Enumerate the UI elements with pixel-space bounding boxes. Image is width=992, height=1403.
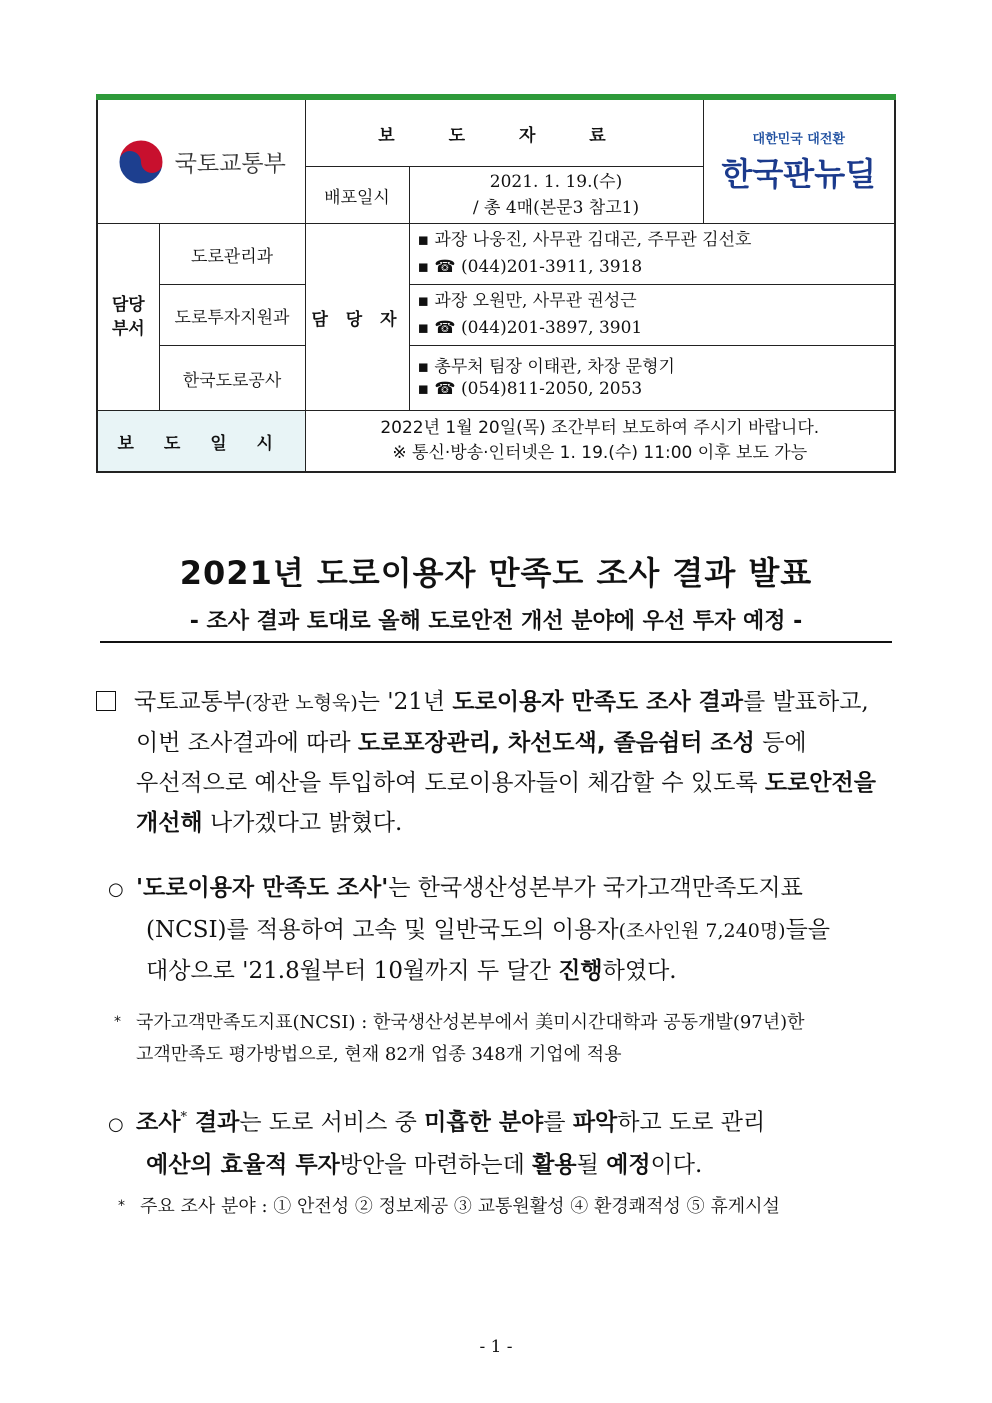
main-title: 2021년 도로이용자 만족도 조사 결과 발표 bbox=[179, 554, 813, 592]
press-header-table bbox=[96, 94, 896, 473]
newdeal-title: 한국판뉴딜 bbox=[721, 155, 877, 193]
staff-phone: ▪ ☎ (054)811-2050, 2053 bbox=[417, 379, 643, 399]
dept-group-label: 담당 부서 bbox=[97, 224, 159, 411]
dept-contact bbox=[409, 285, 895, 346]
distribution-pages: / 총 4매(본문3 참고1) bbox=[472, 198, 640, 218]
ministry-emblem-icon bbox=[117, 138, 165, 186]
release-date: 2022년 1월 20일(목) 조간부터 보도하여 주시기 바랍니다. bbox=[380, 418, 820, 438]
distribution-info bbox=[409, 167, 703, 224]
paragraph-3: ○ 조사* 결과는 도로 서비스 중 미흡한 분야를 파악하고 도로 관리 예산의 효율적 투자방안을 마련하는데 활용될 예정이다. bbox=[108, 1098, 898, 1185]
ministry-name: 국토교통부 bbox=[174, 151, 286, 177]
release-embargo: ※ 통신·방송·인터넷은 1. 19.(수) 11:00 이후 보도 가능 bbox=[392, 443, 808, 463]
ministry-logo-cell bbox=[97, 97, 305, 224]
paragraph-1: 국토교통부(장관 노형욱)는 '21년 도로이용자 만족도 조사 결과를 발표하고, 이번 조사결과에 따라 도로포장관리, 차선도색, 졸음쉼터 조성 등에 우선적으로 예산을 투입하여 도로이용자들이 체감할 수 있도록 도로안전을 개선해 나가겠다고 밝혔다. bbox=[96, 682, 896, 843]
doc-type-title: 보 도 자 료 bbox=[305, 97, 703, 167]
circle-bullet-icon: ○ bbox=[108, 879, 124, 900]
distribution-label: 배포일시 bbox=[305, 167, 409, 224]
newdeal-slogan: 대한민국 대전환 bbox=[752, 132, 845, 147]
release-label: 보 도 일 시 bbox=[97, 411, 305, 473]
dept-name: 한국도로공사 bbox=[159, 346, 305, 411]
asterisk-icon: * bbox=[118, 1198, 125, 1214]
sub-title: - 조사 결과 토대로 올해 도로안전 개선 분야에 우선 투자 예정 - bbox=[100, 604, 892, 643]
staff-phone: ▪ ☎ (044)201-3911, 3918 bbox=[417, 257, 643, 277]
asterisk-icon: * bbox=[114, 1014, 121, 1030]
newdeal-logo bbox=[703, 97, 895, 224]
checkbox-square-icon bbox=[96, 691, 116, 711]
staff-names: ▪ 과장 나웅진, 사무관 김대곤, 주무관 김선호 bbox=[417, 230, 752, 250]
staff-label: 담 당 자 bbox=[305, 224, 409, 411]
footnote-survey-areas: * 주요 조사 분야 : ① 안전성 ② 정보제공 ③ 교통원활성 ④ 환경쾌적성 ⑤ 휴게시설 bbox=[118, 1190, 898, 1223]
staff-names: ▪ 총무처 팀장 이태관, 차장 문형기 bbox=[417, 357, 675, 377]
dept-name: 도로투자지원과 bbox=[159, 285, 305, 346]
staff-phone: ▪ ☎ (044)201-3897, 3901 bbox=[417, 318, 643, 338]
paragraph-2: ○ '도로이용자 만족도 조사'는 한국생산성본부가 국가고객만족도지표 (NCSI)를 적용하여 고속 및 일반국도의 이용자(조사인원 7,240명)들을 대상으로 '21.8월부터 10월까지 두 달간 진행하였다. bbox=[108, 868, 898, 991]
page-number: - 1 - bbox=[479, 1337, 513, 1357]
dept-name: 도로관리과 bbox=[159, 224, 305, 285]
circle-bullet-icon: ○ bbox=[108, 1113, 124, 1135]
dept-contact bbox=[409, 224, 895, 285]
distribution-date: 2021. 1. 19.(수) bbox=[489, 172, 623, 192]
footnote-ncsi: * 국가고객만족도지표(NCSI) : 한국생산성본부에서 美미시간대학과 공동개발(97년)한 고객만족도 평가방법으로, 현재 82개 업종 348개 기업에 적용 bbox=[114, 1006, 898, 1071]
staff-names: ▪ 과장 오원만, 사무관 권성근 bbox=[417, 291, 637, 311]
release-info bbox=[305, 411, 895, 473]
dept-contact bbox=[409, 346, 895, 411]
